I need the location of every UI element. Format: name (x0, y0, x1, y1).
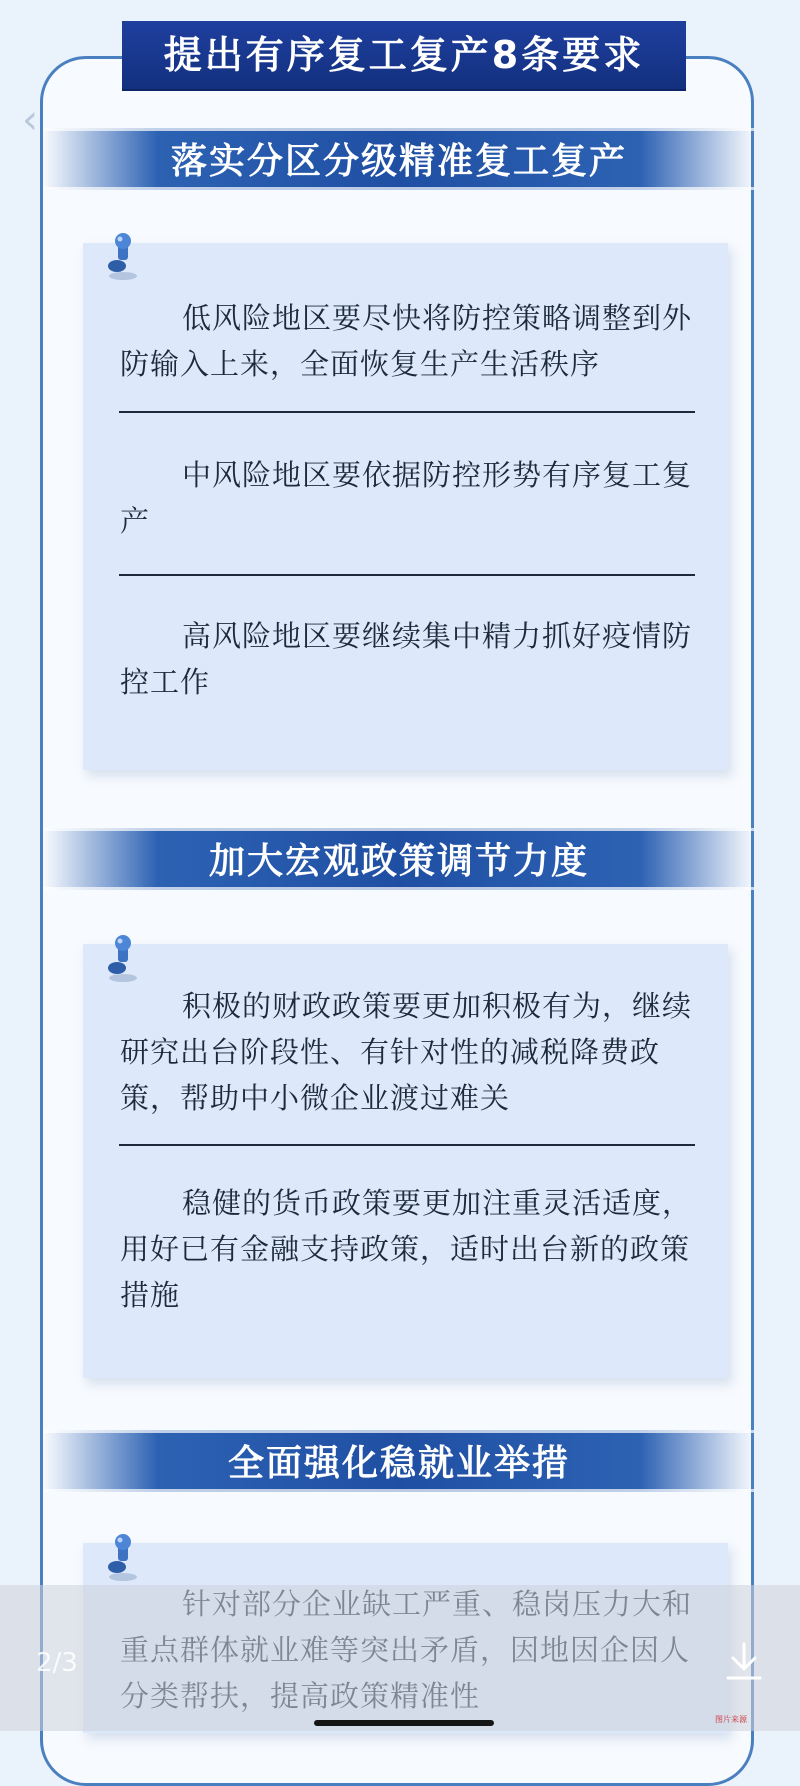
pushpin-icon (103, 1533, 143, 1583)
watermark: 图片来源 (715, 1715, 747, 1724)
download-icon[interactable] (722, 1640, 766, 1684)
list-item-text: 高风险地区要继续集中精力抓好疫情防控工作 (120, 619, 693, 699)
home-indicator (314, 1720, 494, 1726)
section-header-1: 落实分区分级精准复工复产 (44, 128, 754, 190)
list-item-text: 中风险地区要依据防控形势有序复工复产 (120, 458, 693, 538)
section-header-2: 加大宏观政策调节力度 (44, 828, 754, 890)
viewer-toolbar (0, 1585, 800, 1731)
pushpin-icon (103, 232, 143, 282)
pushpin-icon (103, 934, 143, 984)
list-item-text: 低风险地区要尽快将防控策略调整到外防输入上来，全面恢复生产生活秩序 (120, 301, 693, 381)
section-header-3: 全面强化稳就业举措 (44, 1430, 754, 1492)
chevron-left-icon[interactable]: ‹ (22, 97, 38, 143)
page-title: 提出有序复工复产8条要求 (122, 21, 686, 89)
page-indicator: 2/3 (36, 1648, 78, 1678)
divider (119, 411, 695, 413)
divider (119, 574, 695, 576)
divider (119, 1144, 695, 1146)
list-item-text: 稳健的货币政策要更加注重灵活适度，用好已有金融支持政策，适时出台新的政策措施 (120, 1186, 693, 1312)
list-item-text: 积极的财政政策要更加积极有为，继续研究出台阶段性、有针对性的减税降费政策，帮助中小微企业渡过难关 (120, 989, 693, 1115)
